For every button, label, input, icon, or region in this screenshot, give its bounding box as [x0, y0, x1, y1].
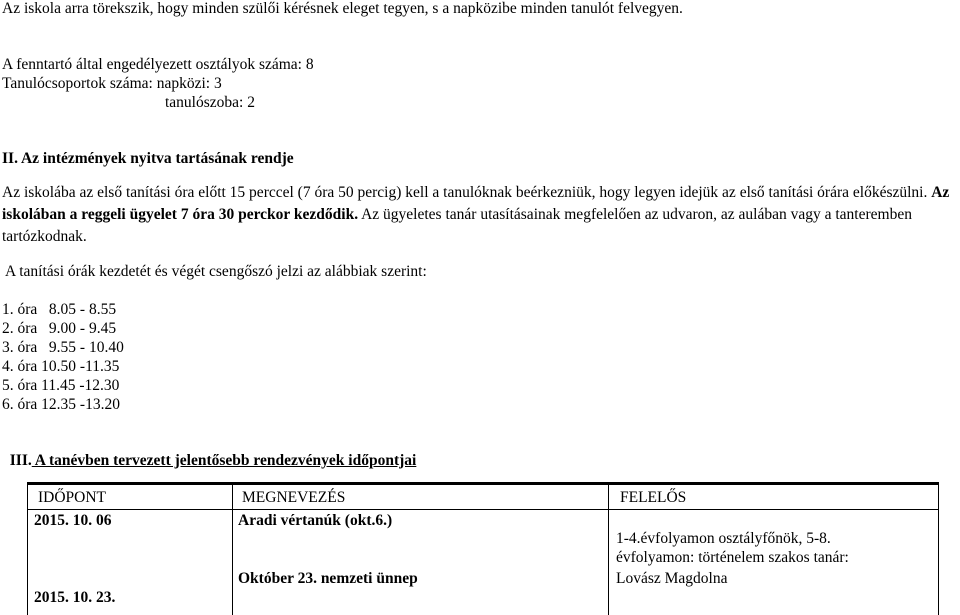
study-room-line: tanulószoba: 2 [165, 94, 255, 111]
groups-line: Tanulócsoportok száma: napközi: 3 [2, 75, 222, 92]
column-divider [608, 485, 609, 615]
lesson-item: 6. óra 12.35 -13.20 [2, 396, 120, 413]
lesson-item: 2. óra 9.00 - 9.45 [2, 320, 117, 337]
event-date: 2015. 10. 06 [34, 512, 112, 529]
event-date: 2015. 10. 23. [34, 589, 116, 606]
lesson-item: 3. óra 9.55 - 10.40 [2, 339, 124, 356]
header-rule [28, 509, 938, 510]
lesson-item: 4. óra 10.50 -11.35 [2, 358, 120, 375]
lesson-item: 5. óra 11.45 -12.30 [2, 377, 120, 394]
event-responsible: 1-4.évfolyamon osztályfőnök, 5-8. [616, 530, 831, 547]
column-divider [232, 485, 233, 615]
event-responsible: évfolyamon: történelem szakos tanár: [616, 549, 849, 566]
event-name: Aradi vértanúk (okt.6.) [238, 512, 393, 529]
section3-prefix: III. [9, 452, 32, 469]
event-responsible: Lovász Magdolna [616, 570, 728, 587]
event-name: Október 23. nemzeti ünnep [238, 570, 418, 587]
paragraph-rest: Az ügyeletes tanár utasításainak megfelelően az udvaron, az aulában vagy a tanteremben tartózkodnak. [2, 206, 912, 245]
events-table [27, 482, 939, 615]
header-name: MEGNEVEZÉS [242, 489, 346, 506]
section3-title-text: A tanévben tervezett jelentősebb rendezvények időpontjai [31, 452, 417, 469]
header-responsible: FELELŐS [620, 489, 687, 506]
paragraph-bold: Az iskolában a reggeli ügyelet 7 óra 30 perckor kezdődik. [2, 184, 950, 223]
bell-intro: A tanítási órák kezdetét és végét csengőszó jelzi az alábbiak szerint: [2, 263, 427, 280]
lesson-item: 1. óra 8.05 - 8.55 [2, 301, 117, 318]
section3-title [2, 434, 416, 470]
paragraph-plain: Az iskolába az első tanítási óra előtt 15 perccel (7 óra 50 percig) kell a tanulóknak beérkezniük, hogy legyen idejük az első tanítási órára előkészülni. [2, 184, 928, 201]
opening-hours-paragraph [2, 182, 957, 248]
section2-title: II. Az intézmények nyitva tartásának rendje [2, 150, 294, 167]
approved-classes-line: A fenntartó által engedélyezett osztályok száma: 8 [2, 56, 314, 73]
header-date: IDŐPONT [38, 489, 107, 506]
intro-line: Az iskola arra törekszik, hogy minden szülői kérésnek eleget tegyen, s a napközibe minden tanulót felvegyen. [2, 0, 683, 17]
